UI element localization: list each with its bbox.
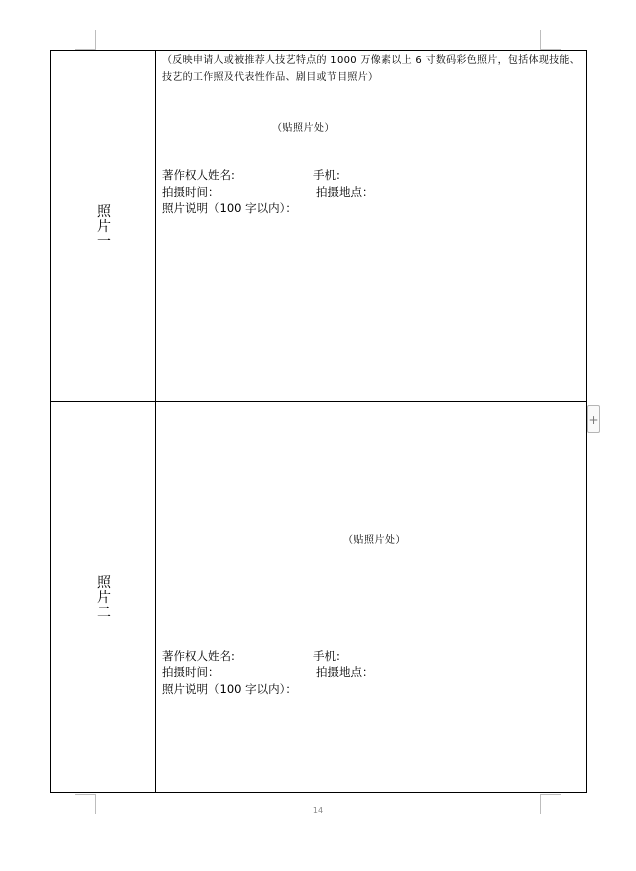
photo-row-2 xyxy=(51,402,586,792)
photo-form-table xyxy=(50,50,587,793)
page-number: 14 xyxy=(312,806,324,815)
photo-label-cell-1 xyxy=(51,51,156,401)
photo-content-cell-2[interactable] xyxy=(156,402,586,792)
paste-photo-hint-1: （贴照片处） xyxy=(272,123,335,134)
crop-mark-bottom-left-horizontal xyxy=(75,794,95,795)
crop-mark-bottom-right-horizontal xyxy=(541,794,561,795)
author-name-label-1: 著作权人姓名: xyxy=(162,168,235,182)
photo-content-cell-1[interactable] xyxy=(156,51,586,401)
photo-row-1 xyxy=(51,51,586,402)
shoot-time-label-2: 拍摄时间： xyxy=(162,665,220,679)
photo-description-label-1: 照片说明（100 字以内）： xyxy=(162,201,297,215)
author-name-label-2: 著作权人姓名: xyxy=(162,649,235,663)
crop-mark-top-left-vertical xyxy=(95,30,96,50)
shoot-place-label-2: 拍摄地点： xyxy=(316,665,374,679)
phone-label-2: 手机: xyxy=(313,649,340,663)
photo-label-2: 照片二 xyxy=(95,574,111,620)
shoot-time-label-1: 拍摄时间： xyxy=(162,185,220,199)
crop-mark-top-right-vertical xyxy=(540,30,541,50)
phone-label-1: 手机: xyxy=(313,168,340,182)
photo-label-cell-2 xyxy=(51,402,156,792)
paste-photo-hint-2: （贴照片处） xyxy=(343,535,406,546)
photo-description-label-2: 照片说明（100 字以内）： xyxy=(162,682,297,696)
photo-instruction: （反映申请人或被推荐人技艺特点的 1000 万像素以上 6 寸数码彩色照片，包括体现技能、技艺的工作照及代表性作品、剧目或节目照片） xyxy=(162,55,581,83)
shoot-place-label-1: 拍摄地点： xyxy=(316,185,374,199)
add-row-button[interactable]: + xyxy=(587,405,600,433)
photo-label-1: 照片一 xyxy=(95,203,111,249)
